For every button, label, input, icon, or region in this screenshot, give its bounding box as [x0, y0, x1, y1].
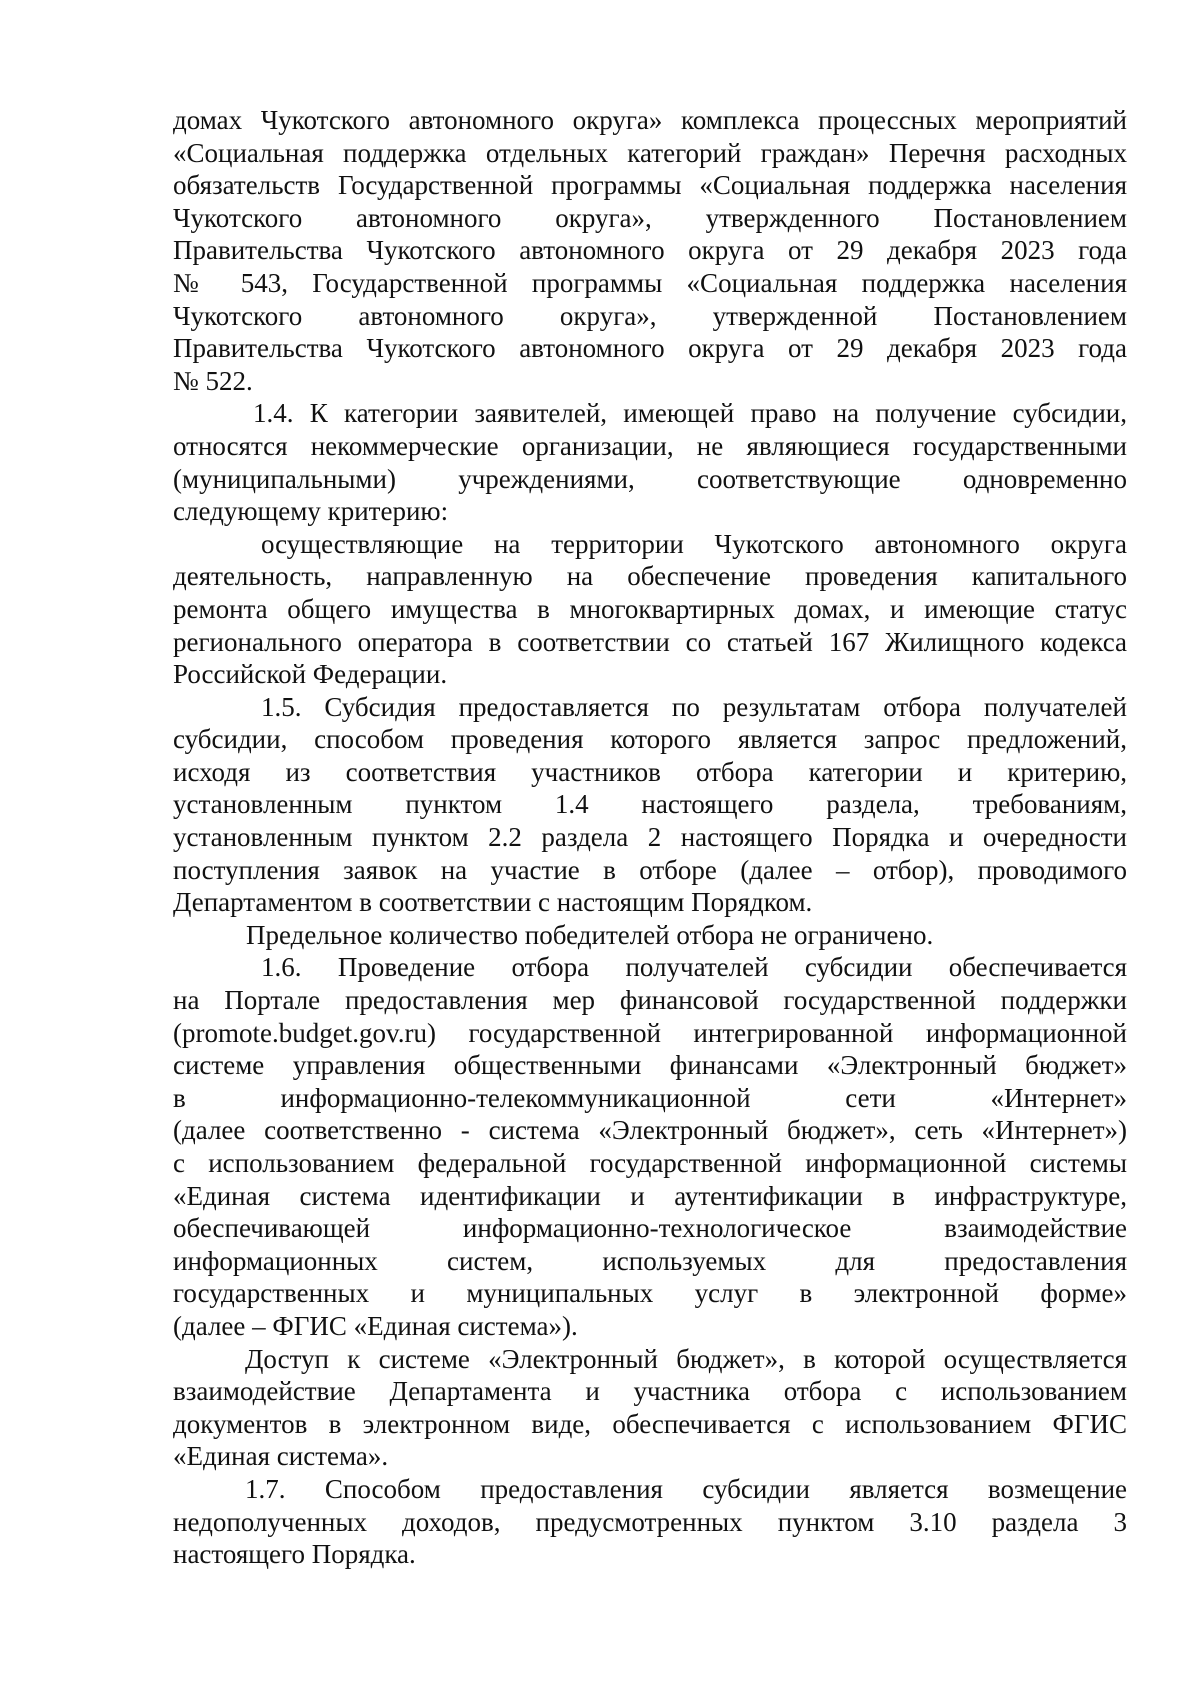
text-line: ремонта общего имущества в многоквартирных домах, и имеющие статус — [173, 593, 1127, 624]
text-line: Чукотского автономного округа», утвержденной Постановлением — [173, 300, 1127, 331]
document-page — [173, 104, 1127, 1571]
text-line: Департаментом в соответствии с настоящим Порядком. — [173, 887, 813, 918]
text-line: (далее – ФГИС «Единая система»). — [173, 1310, 578, 1341]
paragraph-p-criterion — [173, 528, 1127, 691]
text-line: регионального оператора в соответствии со статьей 167 Жилищного кодекса — [173, 626, 1127, 657]
text-line: деятельность, направленную на обеспечение проведения капитального — [173, 561, 1127, 592]
text-line: настоящего Порядка. — [173, 1539, 416, 1570]
text-line: Чукотского автономного округа», утвержденного Постановлением — [173, 202, 1127, 233]
text-line: осуществляющие на территории Чукотского автономного округа — [261, 528, 1127, 559]
text-line: информационных систем, используемых для предоставления — [173, 1245, 1127, 1276]
text-line: обязательств Государственной программы «Социальная поддержка населения — [173, 170, 1127, 201]
text-line: Российской Федерации. — [173, 659, 448, 690]
text-line: 1.5. Субсидия предоставляется по результатам отбора получателей — [261, 691, 1127, 722]
text-line: системе управления общественными финансами «Электронный бюджет» — [173, 1050, 1127, 1081]
text-line: с использованием федеральной государственной информационной системы — [173, 1148, 1127, 1178]
paragraph-p-access — [173, 1343, 1127, 1473]
text-line: исходя из соответствия участников отбора категории и критерию, — [173, 756, 1127, 787]
text-line: Правительства Чукотского автономного округа от 29 декабря 2023 года — [173, 333, 1127, 364]
text-line: обеспечивающей информационно-технологическое взаимодействие — [173, 1213, 1127, 1244]
text-line: (муниципальными) учреждениями, соответствующие одновременно — [173, 463, 1127, 494]
text-line: 1.6. Проведение отбора получателей субсидии обеспечивается — [261, 952, 1127, 983]
text-line: «Единая система». — [173, 1441, 389, 1472]
text-line: № 522. — [173, 365, 253, 396]
text-line: взаимодействие Департамента и участника отбора с использованием — [173, 1376, 1127, 1407]
paragraph-p-intro-cont — [173, 104, 1127, 397]
text-line: в информационно-телекоммуникационной сети «Интернет» — [173, 1082, 1127, 1113]
paragraph-p-1-7 — [173, 1473, 1127, 1571]
text-line: Предельное количество победителей отбора не ограничено. — [246, 919, 934, 950]
text-line: установленным пунктом 1.4 настоящего раздела, требованиям, — [173, 789, 1127, 820]
text-line: домах Чукотского автономного округа» комплекса процессных мероприятий — [173, 105, 1127, 135]
text-line: 1.4. К категории заявителей, имеющей право на получение субсидии, — [253, 398, 1127, 429]
text-line: (promote.budget.gov.ru) государственной интегрированной информационной — [173, 1017, 1127, 1048]
text-line: субсидии, способом проведения которого является запрос предложений, — [173, 724, 1127, 755]
text-line: документов в электронном виде, обеспечивается с использованием ФГИС — [173, 1408, 1127, 1439]
text-line: 1.7. Способом предоставления субсидии является возмещение — [245, 1473, 1127, 1504]
text-line: № 543, Государственной программы «Социальная поддержка населения — [173, 267, 1127, 298]
paragraph-p-1-5 — [173, 691, 1127, 919]
paragraph-p-1-6 — [173, 951, 1127, 1342]
text-line: на Портале предоставления мер финансовой государственной поддержки — [173, 985, 1127, 1016]
text-line: «Социальная поддержка отдельных категорий граждан» Перечня расходных — [173, 137, 1127, 168]
text-line: «Единая система идентификации и аутентификации в инфраструктуре, — [173, 1180, 1127, 1211]
paragraph-p-1-4 — [173, 397, 1127, 527]
text-line: следующему критерию: — [173, 496, 449, 527]
text-line: государственных и муниципальных услуг в электронной форме» — [173, 1278, 1127, 1309]
text-line: (далее соответственно - система «Электронный бюджет», сеть «Интернет») — [173, 1115, 1127, 1146]
text-line: установленным пунктом 2.2 раздела 2 настоящего Порядка и очередности — [173, 822, 1127, 853]
paragraph-p-winners — [173, 919, 1127, 952]
text-line: относятся некоммерческие организации, не являющиеся государственными — [173, 430, 1127, 461]
text-line: Правительства Чукотского автономного округа от 29 декабря 2023 года — [173, 235, 1127, 266]
text-line: недополученных доходов, предусмотренных пунктом 3.10 раздела 3 — [173, 1506, 1127, 1537]
text-line: Доступ к системе «Электронный бюджет», в которой осуществляется — [245, 1343, 1127, 1374]
text-line: поступления заявок на участие в отборе (далее – отбор), проводимого — [173, 854, 1127, 885]
